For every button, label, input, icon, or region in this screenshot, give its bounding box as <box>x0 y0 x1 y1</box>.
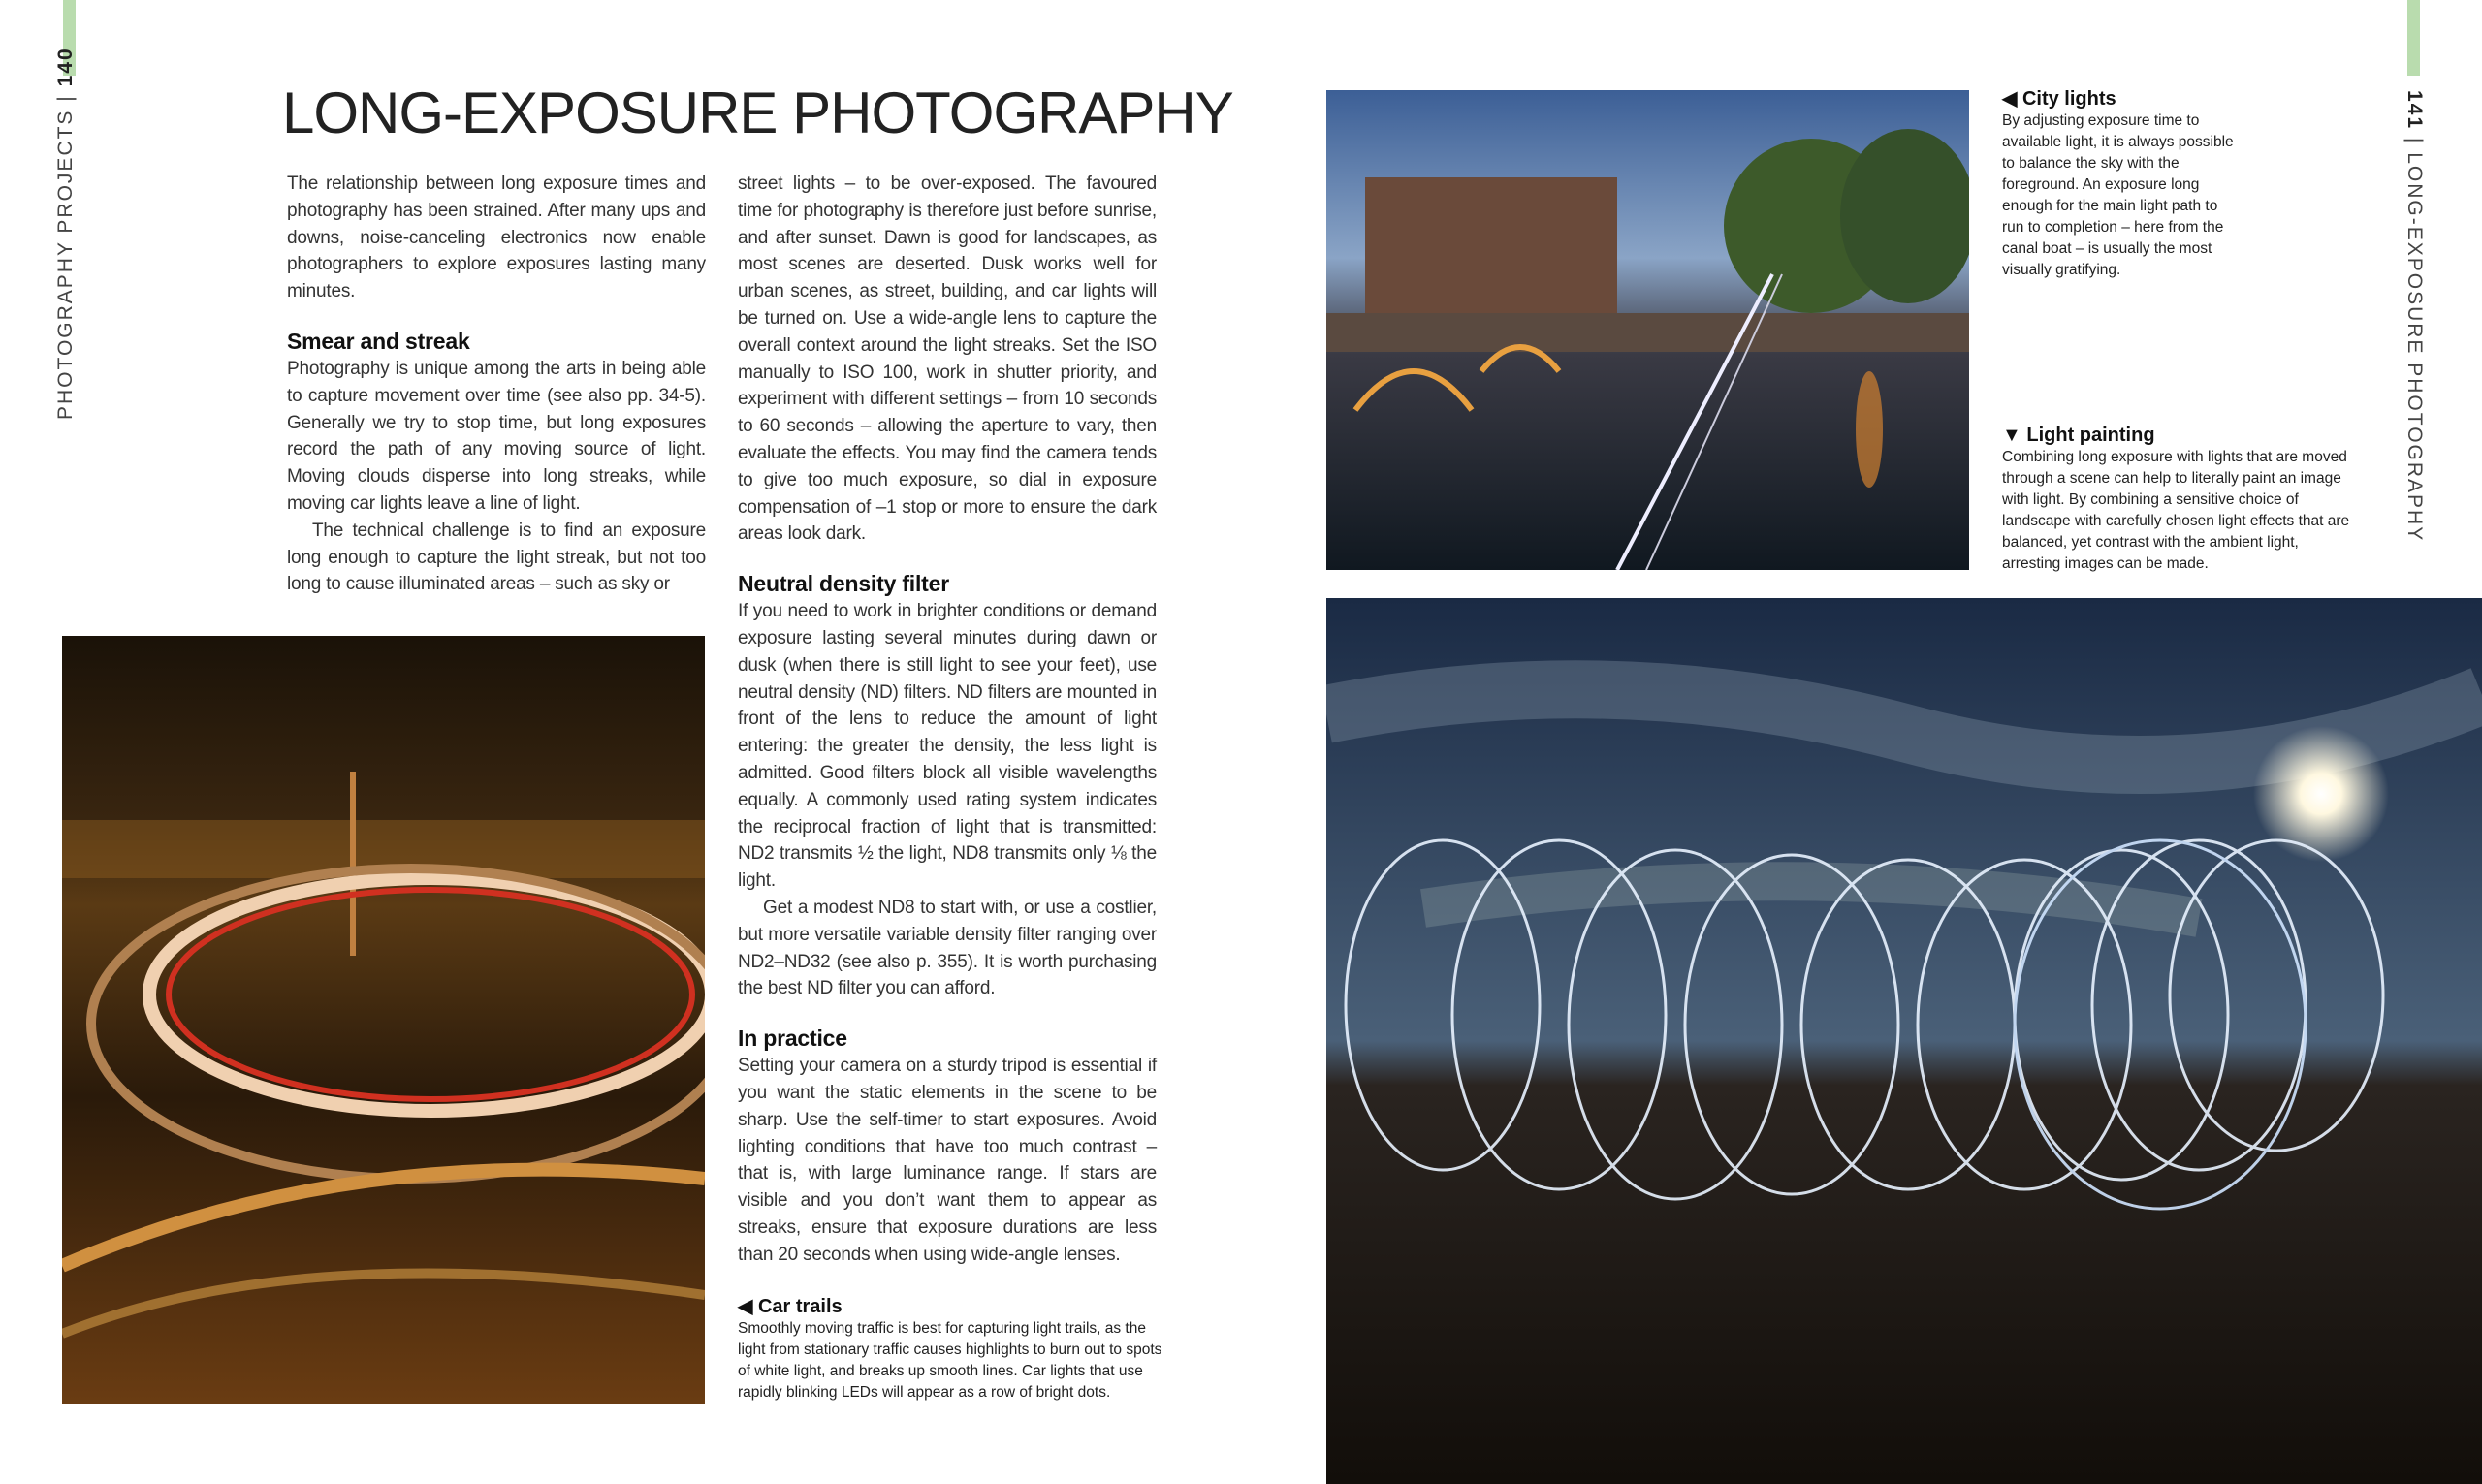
separator: | <box>2403 137 2426 145</box>
caption-car-trails <box>738 1295 1164 1404</box>
body-column-2 <box>738 171 1162 1404</box>
section-label: LONG-EXPOSURE PHOTOGRAPHY <box>2403 152 2426 543</box>
page-number: 140 <box>54 47 77 87</box>
right-page-tab-marker <box>2407 0 2420 76</box>
heading-smear-and-streak: Smear and streak <box>287 328 470 354</box>
caption-heading: City lights <box>2021 88 2116 110</box>
car-trails-photo <box>62 636 705 1404</box>
caption-light-painting <box>2002 424 2361 575</box>
arrow-down-icon: ▼ <box>2002 425 2021 446</box>
heading-in-practice: In practice <box>738 1026 847 1052</box>
arrow-left-icon: ◀ <box>2002 88 2018 110</box>
caption-city-lights <box>2002 87 2235 281</box>
page-number: 141 <box>2403 90 2426 131</box>
caption-text: Smoothly moving traffic is best for capturing light trails, as the light from stationary traffic causes highlights to burn out to spots of white light, and breaks up smooth lines. Car lights that use rapidly blinking LEDs will appear as a row of bright dots. <box>738 1320 1162 1402</box>
separator: | <box>54 94 77 102</box>
left-running-head <box>54 47 78 420</box>
city-lights-photo <box>1326 90 1969 570</box>
body-paragraph: If you need to work in brighter conditions or demand exposure lasting several minutes during dawn or dusk (when there is still light to see your feet), use neutral density (ND) filters. ND filters are mounted in front of the lens to reduce the amount of light entering: the greater the density, the less light is admitted. Good filters block all visible wavelengths equally. A commonly used rating system indicates the reciprocal fraction of light that is transmitted: ND2 transmits ½ the light, ND8 transmits only ⅛ the light. <box>738 601 1157 892</box>
body-paragraph: street lights – to be over-exposed. The favoured time for photography is therefore just before sunrise, and after sunset. Dawn is good for landscapes, as most scenes are deserted. Dusk works well for urban scenes, as street, building, and car lights will be turned on. Use a wide-angle lens to capture the overall context around the light streaks. Set the ISO manually to ISO 100, work in shutter priority, and experiment with different settings – from 10 seconds to 60 seconds – allowing the aperture to vary, then evaluate the effects. You may find the camera tends to give too much exposure, so dial in exposure compensation of –1 stop or more to ensure the dark areas look dark. <box>738 174 1157 545</box>
caption-text: Combining long exposure with lights that are moved through a scene can help to literally paint an image with light. By combining a sensitive choice of landscape with carefully chosen light effects that are balanced, yet contrast with the ambient light, arresting images can be made. <box>2002 449 2350 572</box>
body-paragraph: Photography is unique among the arts in being able to capture movement over time (see also pp. 34-5). Generally we try to stop time, but long exposures record the path of any moving source of light. Moving clouds disperse into long streaks, while moving car lights leave a line of light. <box>287 358 706 514</box>
light-painting-photo <box>1326 598 2482 1484</box>
intro-paragraph: The relationship between long exposure times and photography has been strained. After many ups and downs, noise-canceling electronics now enable photographers to explore exposures lasting many minutes. <box>287 174 706 302</box>
body-paragraph: Get a modest ND8 to start with, or use a costlier, but more versatile variable density filter ranging over ND2–ND32 (see also p. 355). It is worth purchasing the best ND filter you can afford. <box>738 897 1157 999</box>
caption-heading: Light painting <box>2026 425 2155 446</box>
right-running-head <box>2402 90 2426 542</box>
body-column-1 <box>287 171 706 598</box>
body-paragraph: Setting your camera on a sturdy tripod is essential if you want the static elements in the scene to be sharp. Use the self-timer to start exposures. Avoid lighting conditions that have too much contrast – that is, with large luminance range. If stars are visible and you don’t want them to appear as streaks, ensure that exposure durations are less than 20 seconds when using wide-angle lenses. <box>738 1056 1157 1265</box>
arrow-left-icon: ◀ <box>738 1296 753 1318</box>
caption-text: By adjusting exposure time to available light, it is always possible to balance the sky with the foreground. An exposure long enough for the main light path to run to completion – here from the canal boat – is usually the most visually gratifying. <box>2002 112 2234 278</box>
caption-heading: Car trails <box>757 1296 843 1318</box>
body-paragraph: The technical challenge is to find an exposure long enough to capture the light streak, but not too long to cause illuminated areas – such as sky or <box>287 520 706 595</box>
page-title: LONG-EXPOSURE PHOTOGRAPHY <box>282 80 1233 145</box>
section-label: PHOTOGRAPHY PROJECTS <box>54 109 77 420</box>
heading-neutral-density-filter: Neutral density filter <box>738 571 949 597</box>
